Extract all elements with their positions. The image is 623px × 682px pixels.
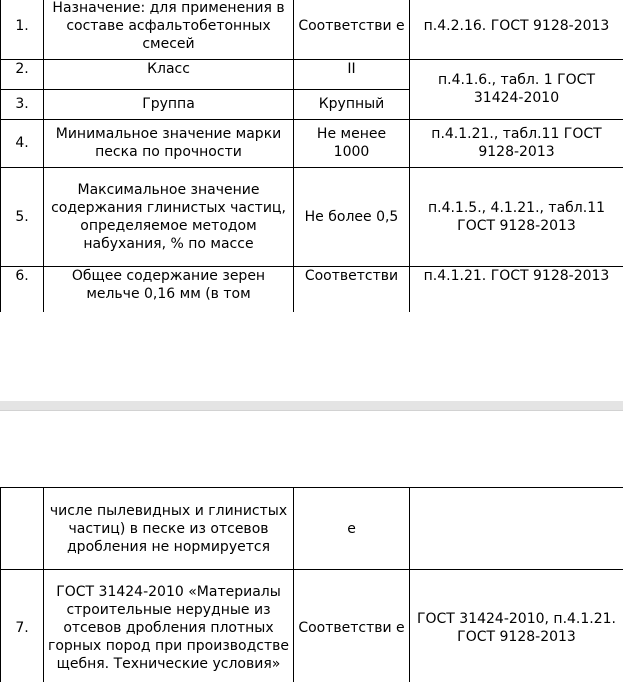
table-row	[1, 266, 623, 312]
reference-cell: п.4.1.21. ГОСТ 9128-2013	[410, 266, 623, 312]
page-separator	[0, 401, 623, 411]
table-row	[1, 119, 623, 167]
specification-table	[0, 0, 623, 312]
reference-cell: ГОСТ 31424-2010, п.4.1.21. ГОСТ 9128-2013	[410, 570, 623, 682]
parameter-cell: Максимальное значение содержания глинистых частиц, определяемое методом набухания, % по массе	[44, 167, 294, 266]
table-row	[1, 167, 623, 266]
value-cell: Не более 0,5	[294, 167, 410, 266]
specification-table-continued	[0, 487, 623, 682]
row-number: 4.	[1, 119, 44, 167]
parameter-cell: ГОСТ 31424-2010 «Материалы строительные нерудные из отсевов дробления плотных горных пород при производстве щебня. Технические условия»	[44, 570, 294, 682]
reference-cell: п.4.2.16. ГОСТ 9128-2013	[410, 0, 623, 59]
row-number: 7.	[1, 570, 44, 682]
row-number: 3.	[1, 89, 44, 119]
parameter-cell: Минимальное значение марки песка по прочности	[44, 119, 294, 167]
reference-cell: п.4.1.21., табл.11 ГОСТ 9128-2013	[410, 119, 623, 167]
table-row	[1, 570, 623, 682]
parameter-cell: Назначение: для применения в составе асфальтобетонных смесей	[44, 0, 294, 59]
table-row	[1, 59, 623, 89]
row-number: 1.	[1, 0, 44, 59]
value-cell: Крупный	[294, 89, 410, 119]
value-cell: е	[294, 488, 410, 570]
reference-cell: п.4.1.5., 4.1.21., табл.11 ГОСТ 9128-2013	[410, 167, 623, 266]
value-cell: II	[294, 59, 410, 89]
parameter-cell: Группа	[44, 89, 294, 119]
parameter-cell: Класс	[44, 59, 294, 89]
row-number: 2.	[1, 59, 44, 89]
value-cell: Соответстви	[294, 266, 410, 312]
document-page-2	[0, 487, 623, 682]
value-cell: Соответстви е	[294, 0, 410, 59]
row-number	[1, 488, 44, 570]
reference-cell	[410, 488, 623, 570]
table-row	[1, 0, 623, 59]
parameter-cell: числе пылевидных и глинистых частиц) в песке из отсевов дробления не нормируется	[44, 488, 294, 570]
parameter-cell: Общее содержание зерен мельче 0,16 мм (в том	[44, 266, 294, 312]
document-page-1	[0, 0, 623, 312]
row-number: 6.	[1, 266, 44, 312]
reference-cell: п.4.1.6., табл. 1 ГОСТ 31424-2010	[410, 59, 623, 119]
value-cell: Соответстви е	[294, 570, 410, 682]
table-row	[1, 488, 623, 570]
row-number: 5.	[1, 167, 44, 266]
value-cell: Не менее 1000	[294, 119, 410, 167]
